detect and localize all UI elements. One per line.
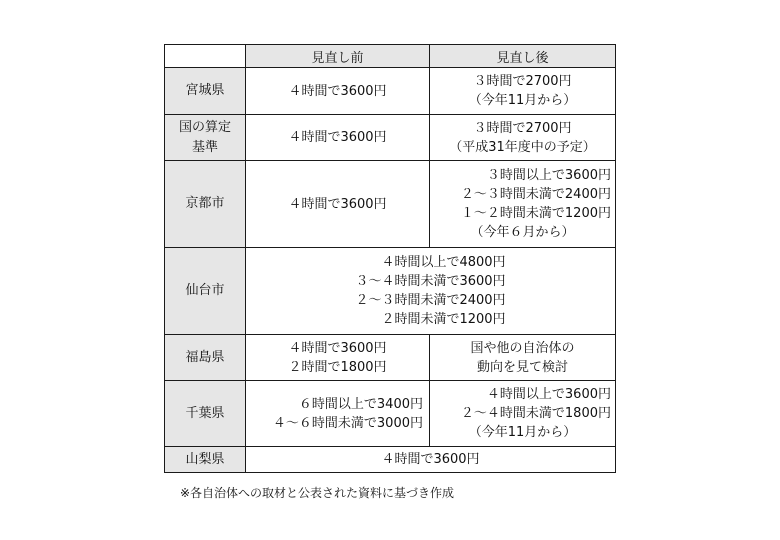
after-kyoto-line: （今年６月から）	[470, 225, 575, 240]
region-kuni	[165, 115, 246, 161]
after-fukushima-line: 動向を見て検討	[476, 359, 568, 375]
header-before: 見直し前	[246, 45, 430, 68]
comparison-table	[164, 44, 616, 473]
row-kyoto	[165, 161, 616, 248]
before-fukushima-line: ２時間で1800円	[288, 359, 387, 375]
before-chiba-line: ６時間以上で3400円	[298, 396, 423, 412]
before-chiba-line: ４～６時間未満で3000円	[272, 415, 423, 431]
region-chiba: 千葉県	[165, 381, 246, 447]
region-miyagi: 宮城県	[165, 68, 246, 115]
corner-cell	[165, 45, 246, 68]
after-chiba-line: ４時間以上で3600円	[486, 387, 611, 402]
row-sendai	[165, 248, 616, 335]
after-chiba-line: ２～４時間未満で1800円	[460, 406, 611, 421]
after-chiba	[430, 381, 616, 447]
row-kuni	[165, 115, 616, 161]
before-chiba	[246, 381, 430, 447]
before-kyoto: ４時間で3600円	[246, 161, 430, 248]
merged-sendai	[246, 248, 616, 335]
after-kuni	[430, 115, 616, 161]
region-yamanashi: 山梨県	[165, 447, 246, 473]
after-kyoto-line: １～２時間未満で1200円	[460, 206, 611, 221]
after-kuni-line: （平成31年度中の予定）	[449, 139, 596, 155]
merged-sendai-line: ２～３時間未満で2400円	[355, 293, 506, 308]
region-kuni-line: 国の算定	[178, 119, 231, 135]
merged-yamanashi: ４時間で3600円	[246, 447, 616, 473]
row-yamanashi	[165, 447, 616, 473]
merged-sendai-line: ３～４時間未満で3600円	[355, 274, 506, 289]
region-fukushima: 福島県	[165, 335, 246, 381]
after-kyoto-line: ２～３時間未満で2400円	[460, 187, 611, 202]
footnote: ※各自治体への取材と公表された資料に基づき作成	[180, 486, 455, 500]
row-miyagi	[165, 68, 616, 115]
before-kuni: ４時間で3600円	[246, 115, 430, 161]
header-after: 見直し後	[430, 45, 616, 68]
region-kyoto: 京都市	[165, 161, 246, 248]
after-kyoto-line: ３時間以上で3600円	[486, 168, 611, 183]
after-kyoto	[430, 161, 616, 248]
region-sendai: 仙台市	[165, 248, 246, 335]
after-miyagi-line: ３時間で2700円	[473, 74, 572, 89]
before-fukushima	[246, 335, 430, 381]
region-kuni-line: 基準	[191, 139, 218, 155]
after-fukushima-line: 国や他の自治体の	[470, 340, 575, 356]
before-fukushima-line: ４時間で3600円	[288, 340, 387, 356]
after-miyagi-line: （今年11月から）	[468, 93, 577, 108]
merged-sendai-line: ２時間未満で1200円	[381, 312, 506, 327]
after-chiba-line: （今年11月から）	[468, 425, 577, 440]
after-kuni-line: ３時間で2700円	[473, 120, 572, 136]
merged-sendai-line: ４時間以上で4800円	[381, 255, 506, 270]
row-chiba	[165, 381, 616, 447]
row-fukushima	[165, 335, 616, 381]
header-row	[165, 45, 616, 68]
before-miyagi: ４時間で3600円	[246, 68, 430, 115]
merged-sendai-block	[355, 253, 505, 329]
after-fukushima	[430, 335, 616, 381]
after-miyagi	[430, 68, 616, 115]
